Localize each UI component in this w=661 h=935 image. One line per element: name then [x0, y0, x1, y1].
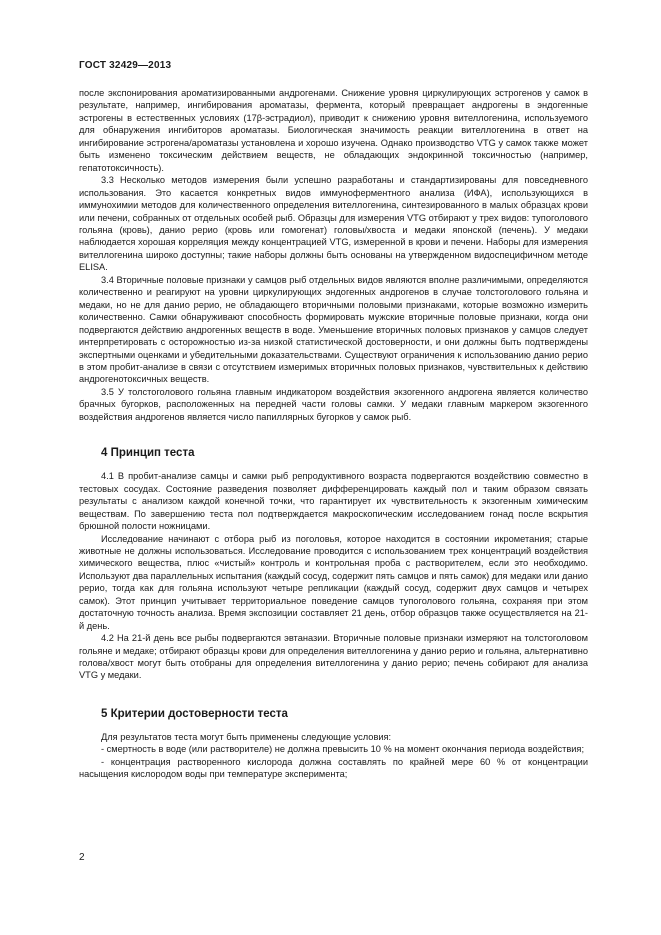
- paragraph-3-4: 3.4 Вторичные половые признаки у самцов рыб отдельных видов являются вполне различимыми, определяются количественно и реагируют на уровни циркулирующих эндогенных андрогенов в случае толстоголового гольяна и медаки, но не для данио рерио, не обладающего вторичными половыми признаками, которые возможно измерить количественно. Самки обнаруживают способность формировать мужские вторичные половые признаки, когда они подвергаются действию андрогенных веществ в воде. Уменьшение вторичных половых признаков у самцов следует интерпретировать с осторожностью из-за низкой статистической достоверности, и они должны быть подтверждены экспертными оценками и убедительными доказательствами. Существуют ограничения к использованию данио рерио в этом пробит-анализе в связи с отсутствием измеримых вторичных половых признаков, чувствительных к действию андрогенотоксичных веществ.: [79, 274, 588, 385]
- page-number: 2: [79, 852, 85, 863]
- list-item-mortality: - смертность в воде (или растворителе) не должна превысить 10 % на момент окончания периода воздействия;: [101, 744, 585, 755]
- section-4-heading: 4 Принцип теста: [101, 447, 195, 460]
- paragraph-5-intro: Для результатов теста могут быть применены следующие условия:: [101, 731, 392, 742]
- paragraph-4-2: 4.2 На 21-й день все рыбы подвергаются эвтаназии. Вторичные половые признаки измеряют на толстоголовом гольяне и медаке; отбирают образцы крови для определения вителлогенина у данио рерио и гольяна, альтернативно голова/хвост могут быть отобраны для определения вителлогенина у данио рерио; печень собирают для анализа VTG у медаки.: [79, 633, 588, 681]
- paragraph-4-1-study: Исследование начинают с отбора рыб из поголовья, которое находится в состоянии икрометания; старые животные не должны использоваться. Исследование проводится с использованием трех концентраций воздействия химического вещества, плюс «чистый» контроль и контрольная проба с растворителем, если это необходимо. Используют два параллельных испытания (каждый сосуд, содержит пять самцов и пять самок) для медаки или данио рерио, тогда как для гольяна используют четыре репликации (каждый сосуд, содержит двух самцов и четырех самок). Этот принцип учитывает территориальное поведение самцов тупоголового гольяна, сохраняя при этом достаточную точность анализа. Время экспозиции составляет 21 день, отбор образцов также осуществляется на 21-й день.: [79, 533, 589, 631]
- document-body: [79, 87, 588, 781]
- paragraph-3-5: 3.5 У толстоголового гольяна главным индикатором воздействия экзогенного андрогена является количество брачных бугорков, расположенных на передней части головы самки. У медаки главным маркером экзогенного воздействия андрогенов является число папиллярных бугорков у самок рыб.: [79, 386, 588, 422]
- list-item-oxygen: - концентрация растворенного кислорода должна составлять по крайней мере 60 % от концентрации насыщения кислородом воды при температуре эксперимента;: [79, 756, 588, 780]
- paragraph-intro-continuation: после экспонирования ароматизированными андрогенами. Снижение уровня циркулирующих эстрогенов у самок в результате, например, ингибирования ароматазы, фермента, который превращает андрогены в эндогенные эстрогены в естественных условиях (17β-эстрадиол), приводит к снижению уровня вителлогенина, используемого для обнаружения ингибиторов ароматазы. Биологическая значимость реакции вителлогенина в ответ на ингибирование эстрогена/ароматазы установлена и хорошо изучена. Однако производство VTG у самок также может быть изменено токсическим действием веществ, не обладающих эндокринной токсичностью (например, гепатотоксичность).: [79, 88, 588, 173]
- document-header-code: ГОСТ 32429—2013: [79, 60, 172, 71]
- paragraph-3-3: 3.3 Несколько методов измерения были успешно разработаны и стандартизированы для повседневного использования. Это касается конкретных видов иммуноферментного анализа (ИФА), использующихся в иммунохимии методов для количественного определения вителлогенина, синтезированного в малых образцах крови или печени, собранных от отдельных особей рыб. Образцы для измерения VTG отбирают у трех видов: тупоголового гольяна (кровь), данио рерио (кровь или гомогенат) головы/хвоста и медаки японской (печень). У медаки наблюдается хорошая корреляция между концентрацией VTG, измеренной в крови и печени. Наборы для измерения вителлогенина широко доступны; такие наборы должны быть основаны на утвержденном видоспецифичном методе ELISA.: [79, 175, 588, 273]
- section-5-heading: 5 Критерии достоверности теста: [101, 707, 288, 720]
- paragraph-4-1: 4.1 В пробит-анализе самцы и самки рыб репродуктивного возраста подвергаются воздействию совместно в тестовых сосудах. Состояние разведения позволяет дифференцировать каждый пол и таким образом связать результаты с анализом каждой конечной точки, что гарантирует их чувствительность к экзогенным химическим веществам. По завершению теста пол подтверждается макроскопическим исследованием гонад после вскрытия брюшной полости ножницами.: [79, 471, 588, 532]
